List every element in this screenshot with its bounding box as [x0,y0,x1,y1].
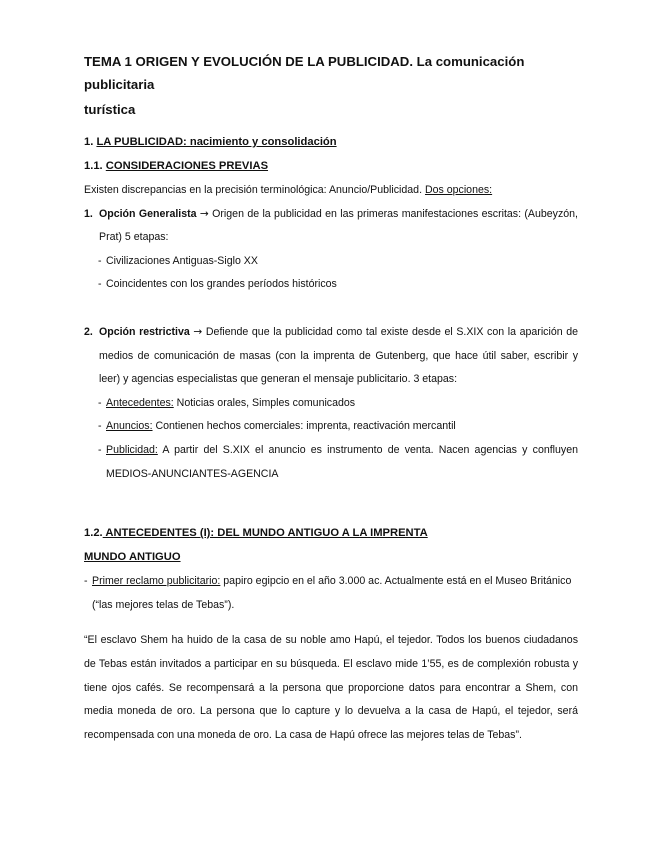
option-1-bullet-text: Civilizaciones Antiguas-Siglo XX [106,254,258,267]
option-1 [84,203,578,250]
document-page [84,50,578,747]
section-1-2-heading [84,522,578,544]
section-1-1-title: CONSIDERACIONES PREVIAS [105,160,269,172]
section-1-number: 1. [84,136,94,148]
document-title [84,50,578,121]
option-1-text: Origen de la publicidad en las primeras manifestaciones escritas: (Aubeyzón, Prat) 5 etapas: [99,207,578,244]
option-1-bullet: - Coincidentes con los grandes períodos históricos [98,278,337,291]
right-arrow-icon: → [199,207,209,220]
intro-options-link: Dos opciones: [424,184,493,196]
mundo-antiguo-heading: MUNDO ANTIGUO [84,551,181,564]
title-line-1: TEMA 1 ORIGEN Y EVOLUCIÓN DE LA PUBLICIDAD. La comunicación publicitaria [84,54,525,92]
intro-text: Existen discrepancias en la precisión terminológica: Anuncio/Publicidad. [84,184,425,196]
section-1-heading [84,131,578,153]
stage-desc: Contienen hechos comerciales: imprenta, reactivación mercantil [152,420,456,433]
option-1-label: Opción Generalista [99,207,197,220]
option-1-number: 1. [84,207,93,220]
mundo-bullet: - Primer reclamo publicitario: papiro egipcio en el año 3.000 ac. Actualmente está en el Museo Británico (“las mejores telas de Tebas”). [84,575,572,611]
stage-term: Antecedentes: [106,396,174,409]
option-2-label: Opción restrictiva [99,325,190,338]
mundo-bullet-text: papiro egipcio en el año 3.000 ac. Actualmente está en el Museo Británico (“las mejores telas de Tebas”). [92,575,572,611]
right-arrow-icon: → [193,325,203,338]
intro-paragraph [84,179,578,203]
option-2 [84,321,578,392]
section-1-1-number: 1.1. [84,160,103,172]
stage-term: Publicidad: [106,443,158,456]
section-1-title: LA PUBLICIDAD: nacimiento y consolidación [96,136,337,148]
option-2-number: 2. [84,325,93,338]
section-1-1-heading [84,155,578,177]
option-1-bullet-text: Coincidentes con los grandes períodos históricos [106,278,337,291]
stage-term: Anuncios: [106,420,153,433]
section-1-2-title: ANTECEDENTES (I): DEL MUNDO ANTIGUO A LA IMPRENTA [102,527,428,540]
option-2-text: Defiende que la publicidad como tal existe desde el S.XIX con la aparición de medios de comunicación de masas (con la imprenta de Gutenberg, que hace útil saber, escribir y leer) y agencias especialistas que generan el mensaje publicitario. 3 etapas: [99,325,579,386]
section-1-2-number: 1.2. [84,527,103,540]
stage-item: - Anuncios: Contienen hechos comerciales: imprenta, reactivación mercantil [98,420,456,433]
stage-item: - Publicidad: A partir del S.XIX el anuncio es instrumento de venta. Nacen agencias y confluyen MEDIOS-ANUNCIANTES-AGENCIA [98,443,578,480]
papyrus-quote: “El esclavo Shem ha huido de la casa de su noble amo Hapú, el tejedor. Todos los buenos ciudadanos de Tebas están invitados a participar en su búsqueda. El esclavo mide 1’55, es de complexión robusta y tiene ojos cafés. Se recompensará a la persona que proporcione datos para encontrar a Shem, con media moneda de oro. La persona que lo capture y lo devuelva a la casa de Hapú, el tejedor, será recompensada con una moneda de oro. La casa de Hapú ofrece las mejores telas de Tebas”. [84,634,578,741]
option-1-bullet: - Civilizaciones Antiguas-Siglo XX [98,254,258,267]
mundo-bullet-term: Primer reclamo publicitario: [92,575,221,588]
stage-desc: A partir del S.XIX el anuncio es instrumento de venta. Nacen agencias y confluyen MEDIOS-ANUNCIANTES-AGENCIA [106,443,578,480]
stage-item: - Antecedentes: Noticias orales, Simples comunicados [98,396,356,409]
stage-desc: Noticias orales, Simples comunicados [173,396,356,409]
title-line-2: turística [84,102,136,117]
